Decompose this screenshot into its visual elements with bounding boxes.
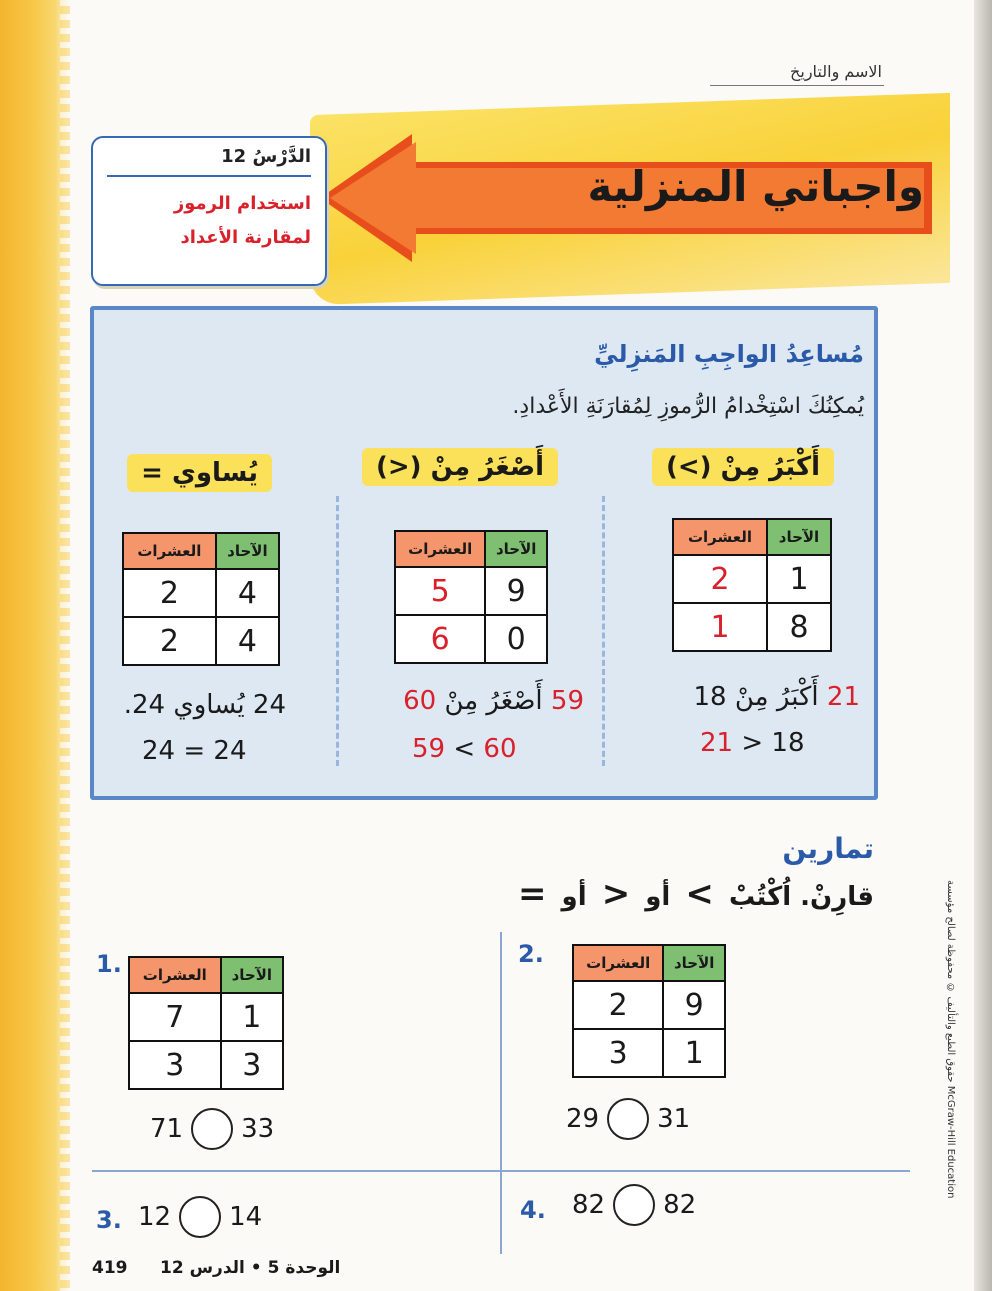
ones-header: الآحاد xyxy=(216,533,279,569)
exercise-divider xyxy=(92,1170,910,1172)
helper-description: يُمكِنُكَ اسْتِخْدامُ الرُّموزِ لِمُقارَنَةِ الأَعْدادِ. xyxy=(512,394,864,419)
number-a: 59 xyxy=(550,686,584,716)
name-date-field[interactable]: الاسم والتاريخ xyxy=(710,62,884,86)
ones-cell: 9 xyxy=(485,567,547,615)
unit-lesson-footer: الوحدة 5 • الدرس 12 xyxy=(160,1258,341,1278)
or-word: أو xyxy=(645,882,671,912)
exercise-divider xyxy=(500,932,502,1254)
number-a: 59 xyxy=(412,734,446,764)
exercise-number: 3. xyxy=(96,1206,122,1234)
ones-header: الآحاد xyxy=(221,957,283,993)
number-b: 31 xyxy=(657,1104,691,1134)
ones-cell: 4 xyxy=(216,569,279,617)
symbol-text: (<) xyxy=(375,452,422,482)
exercise-number: 4. xyxy=(520,1196,546,1224)
comparison-expression xyxy=(412,734,517,764)
exercise-number: 1. xyxy=(96,950,122,978)
comparison-word: أَكْبَرُ مِنْ xyxy=(734,682,819,712)
answer-circle[interactable] xyxy=(607,1098,649,1140)
ones-cell: 0 xyxy=(485,615,547,663)
tens-cell: 7 xyxy=(129,993,221,1041)
tens-cell: 2 xyxy=(123,569,216,617)
copyright-note: حقوق الطبع والتأليف © محفوظة لصالح مؤسسة McGraw-Hill Education xyxy=(945,880,956,1199)
number-a: 12 xyxy=(138,1202,172,1232)
number-b: 14 xyxy=(229,1202,263,1232)
number-a: 71 xyxy=(150,1114,184,1144)
ones-cell: 4 xyxy=(216,617,279,665)
equal-symbol: = xyxy=(517,874,547,914)
less-symbol: < xyxy=(601,874,631,914)
column-divider xyxy=(602,496,605,766)
tens-cell: 6 xyxy=(395,615,485,663)
place-value-table xyxy=(122,532,280,666)
ones-cell: 3 xyxy=(221,1041,283,1089)
instruction-text: قارِنْ. اُكْتُبْ xyxy=(728,882,874,912)
tens-cell: 2 xyxy=(673,555,767,603)
page-title: واجباتي المنزلية xyxy=(587,162,924,211)
number-a: 21 xyxy=(700,728,734,758)
number-b: 82 xyxy=(663,1190,697,1220)
ones-cell: 1 xyxy=(663,1029,725,1077)
label-text: أَصْغَرُ مِنْ xyxy=(430,452,544,482)
comparison-expression xyxy=(142,736,247,766)
lesson-title-line1: استخدام الرموز xyxy=(173,193,311,214)
symbol-text: (>) xyxy=(666,452,712,482)
place-value-table xyxy=(128,956,284,1090)
number-a: 82 xyxy=(572,1190,606,1220)
answer-circle[interactable] xyxy=(179,1196,221,1238)
answer-circle[interactable] xyxy=(191,1108,233,1150)
comparison-row xyxy=(138,1196,262,1238)
ones-cell: 1 xyxy=(221,993,283,1041)
equal-label xyxy=(127,454,272,492)
tens-header: العشرات xyxy=(129,957,221,993)
column-divider xyxy=(336,496,339,766)
tens-cell: 2 xyxy=(123,617,216,665)
number-b: 60 xyxy=(483,734,517,764)
comparison-row xyxy=(572,1184,696,1226)
exercise-number: 2. xyxy=(518,940,544,968)
comparison-sentence xyxy=(403,686,584,716)
tens-cell: 5 xyxy=(395,567,485,615)
comparison-word: يُساوي xyxy=(173,690,245,720)
comparison-symbol: > xyxy=(741,728,764,758)
tens-header: العشرات xyxy=(573,945,663,981)
page-edge xyxy=(974,0,992,1291)
comparison-row xyxy=(150,1108,274,1150)
greater-symbol: > xyxy=(685,874,714,914)
number-b: 33 xyxy=(241,1114,275,1144)
place-value-table xyxy=(572,944,726,1078)
number-a: 24 xyxy=(252,690,286,720)
decorative-left-strip xyxy=(0,0,70,1291)
comparison-sentence xyxy=(124,690,286,720)
place-value-table xyxy=(672,518,832,652)
number-b: 24. xyxy=(123,690,166,720)
tens-cell: 1 xyxy=(673,603,767,651)
lesson-card xyxy=(91,136,327,286)
number-b: 24 xyxy=(213,736,247,766)
label-text: أَكْبَرُ مِنْ xyxy=(720,452,820,482)
place-value-table xyxy=(394,530,548,664)
exercises-instruction xyxy=(512,874,874,914)
tens-header: العشرات xyxy=(123,533,216,569)
tens-cell: 3 xyxy=(573,1029,663,1077)
answer-circle[interactable] xyxy=(613,1184,655,1226)
lesson-title-line2: لمقارنة الأعداد xyxy=(180,227,311,249)
ones-cell: 1 xyxy=(767,555,831,603)
tens-header: العشرات xyxy=(395,531,485,567)
lesson-number: الدَّرْسُ 12 xyxy=(107,146,311,177)
tens-cell: 3 xyxy=(129,1041,221,1089)
comparison-sentence xyxy=(694,682,861,712)
number-a: 24 xyxy=(142,736,176,766)
ones-header: الآحاد xyxy=(485,531,547,567)
less-than-label xyxy=(362,448,558,486)
comparison-row xyxy=(566,1098,690,1140)
exercises-title: تمارين xyxy=(782,832,874,865)
comparison-expression xyxy=(700,728,805,758)
greater-than-label xyxy=(652,448,834,486)
label-text: يُساوي xyxy=(172,458,258,488)
ones-header: الآحاد xyxy=(767,519,831,555)
ones-cell: 9 xyxy=(663,981,725,1029)
page-number: 419 xyxy=(92,1258,128,1278)
number-a: 29 xyxy=(566,1104,600,1134)
comparison-symbol: = xyxy=(183,736,206,766)
tens-header: العشرات xyxy=(673,519,767,555)
helper-title: مُساعِدُ الواجِبِ المَنزِليِّ xyxy=(594,340,864,368)
comparison-word: أَصْغَرُ مِنْ xyxy=(444,686,543,716)
number-b: 60 xyxy=(403,686,437,716)
symbol-text: = xyxy=(141,458,163,488)
or-word: أو xyxy=(561,882,587,912)
ones-header: الآحاد xyxy=(663,945,725,981)
number-a: 21 xyxy=(826,682,860,712)
tens-cell: 2 xyxy=(573,981,663,1029)
number-b: 18 xyxy=(693,682,727,712)
comparison-symbol: < xyxy=(453,734,476,764)
ones-cell: 8 xyxy=(767,603,831,651)
number-b: 18 xyxy=(771,728,805,758)
